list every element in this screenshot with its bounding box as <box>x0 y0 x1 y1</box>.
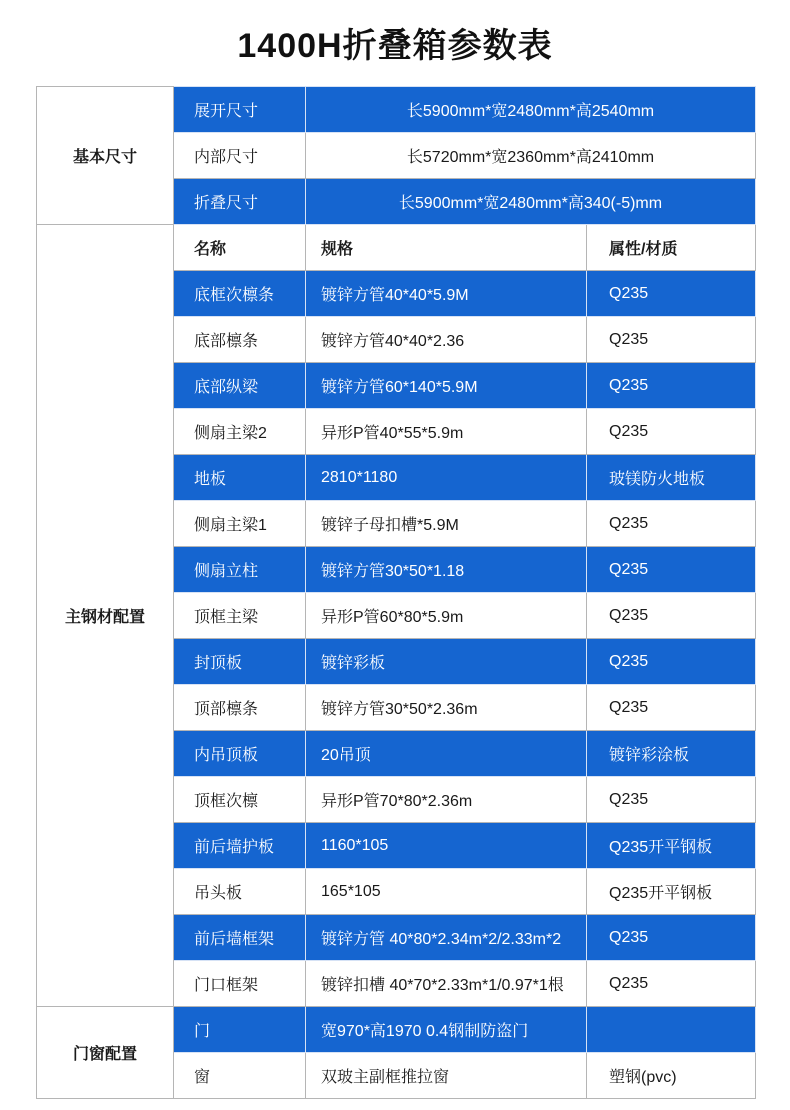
table-header-row <box>37 225 756 271</box>
door-window-row-name: 窗 <box>174 1053 306 1099</box>
header-spec: 规格 <box>306 225 587 271</box>
steel-row-name: 顶框次檩 <box>174 777 306 823</box>
spec-table <box>36 86 756 1099</box>
section-door-window: 门窗配置 <box>37 1007 174 1099</box>
steel-row-spec: 镀锌方管60*140*5.9M <box>306 363 587 409</box>
steel-row-material: Q235 <box>587 639 756 685</box>
steel-row-material: Q235 <box>587 409 756 455</box>
basic-row-name: 折叠尺寸 <box>174 179 306 225</box>
header-material: 属性/材质 <box>587 225 756 271</box>
steel-row-name: 前后墙框架 <box>174 915 306 961</box>
steel-row-spec: 镀锌方管 40*80*2.34m*2/2.33m*2 <box>306 915 587 961</box>
spec-table-body <box>37 87 756 1099</box>
header-name: 名称 <box>174 225 306 271</box>
steel-row-name: 吊头板 <box>174 869 306 915</box>
steel-row-material: Q235 <box>587 961 756 1007</box>
steel-row-spec: 异形P管70*80*2.36m <box>306 777 587 823</box>
table-row <box>37 87 756 133</box>
steel-row-material: Q235开平钢板 <box>587 869 756 915</box>
steel-row-name: 前后墙护板 <box>174 823 306 869</box>
basic-row-name: 内部尺寸 <box>174 133 306 179</box>
steel-row-spec: 镀锌子母扣槽*5.9M <box>306 501 587 547</box>
basic-row-name: 展开尺寸 <box>174 87 306 133</box>
steel-row-name: 侧扇主梁1 <box>174 501 306 547</box>
steel-row-material: Q235 <box>587 777 756 823</box>
page-title: 1400H折叠箱参数表 <box>237 27 553 65</box>
steel-row-name: 底部檩条 <box>174 317 306 363</box>
basic-row-value: 长5900mm*宽2480mm*高340(-5)mm <box>306 179 756 225</box>
steel-row-name: 地板 <box>174 455 306 501</box>
steel-row-material: Q235 <box>587 547 756 593</box>
steel-row-material: 镀锌彩涂板 <box>587 731 756 777</box>
steel-row-name: 侧扇主梁2 <box>174 409 306 455</box>
steel-row-material: Q235 <box>587 915 756 961</box>
steel-row-spec: 1160*105 <box>306 823 587 869</box>
door-window-row-name: 门 <box>174 1007 306 1053</box>
steel-row-spec: 异形P管60*80*5.9m <box>306 593 587 639</box>
door-window-row-material <box>587 1007 756 1053</box>
steel-row-name: 内吊顶板 <box>174 731 306 777</box>
steel-row-material: Q235 <box>587 317 756 363</box>
door-window-row-spec: 宽970*高1970 0.4钢制防盗门 <box>306 1007 587 1053</box>
steel-row-spec: 镀锌彩板 <box>306 639 587 685</box>
steel-row-spec: 镀锌方管40*40*5.9M <box>306 271 587 317</box>
steel-row-name: 顶框主梁 <box>174 593 306 639</box>
basic-row-value: 长5720mm*宽2360mm*高2410mm <box>306 133 756 179</box>
steel-row-spec: 165*105 <box>306 869 587 915</box>
section-main-steel: 主钢材配置 <box>37 225 174 1007</box>
steel-row-material: 玻镁防火地板 <box>587 455 756 501</box>
steel-row-spec: 2810*1180 <box>306 455 587 501</box>
steel-row-material: Q235 <box>587 501 756 547</box>
steel-row-name: 底框次檩条 <box>174 271 306 317</box>
steel-row-spec: 镀锌方管40*40*2.36 <box>306 317 587 363</box>
section-basic-size: 基本尺寸 <box>37 87 174 225</box>
basic-row-value: 长5900mm*宽2480mm*高2540mm <box>306 87 756 133</box>
steel-row-material: Q235 <box>587 593 756 639</box>
steel-row-material: Q235 <box>587 271 756 317</box>
steel-row-name: 封顶板 <box>174 639 306 685</box>
steel-row-name: 底部纵梁 <box>174 363 306 409</box>
steel-row-material: Q235开平钢板 <box>587 823 756 869</box>
steel-row-spec: 异形P管40*55*5.9m <box>306 409 587 455</box>
steel-row-spec: 20吊顶 <box>306 731 587 777</box>
steel-row-name: 门口框架 <box>174 961 306 1007</box>
steel-row-spec: 镀锌扣槽 40*70*2.33m*1/0.97*1根 <box>306 961 587 1007</box>
table-row <box>37 1007 756 1053</box>
steel-row-name: 侧扇立柱 <box>174 547 306 593</box>
steel-row-name: 顶部檩条 <box>174 685 306 731</box>
steel-row-spec: 镀锌方管30*50*2.36m <box>306 685 587 731</box>
steel-row-material: Q235 <box>587 363 756 409</box>
door-window-row-spec: 双玻主副框推拉窗 <box>306 1053 587 1099</box>
door-window-row-material: 塑钢(pvc) <box>587 1053 756 1099</box>
steel-row-material: Q235 <box>587 685 756 731</box>
steel-row-spec: 镀锌方管30*50*1.18 <box>306 547 587 593</box>
